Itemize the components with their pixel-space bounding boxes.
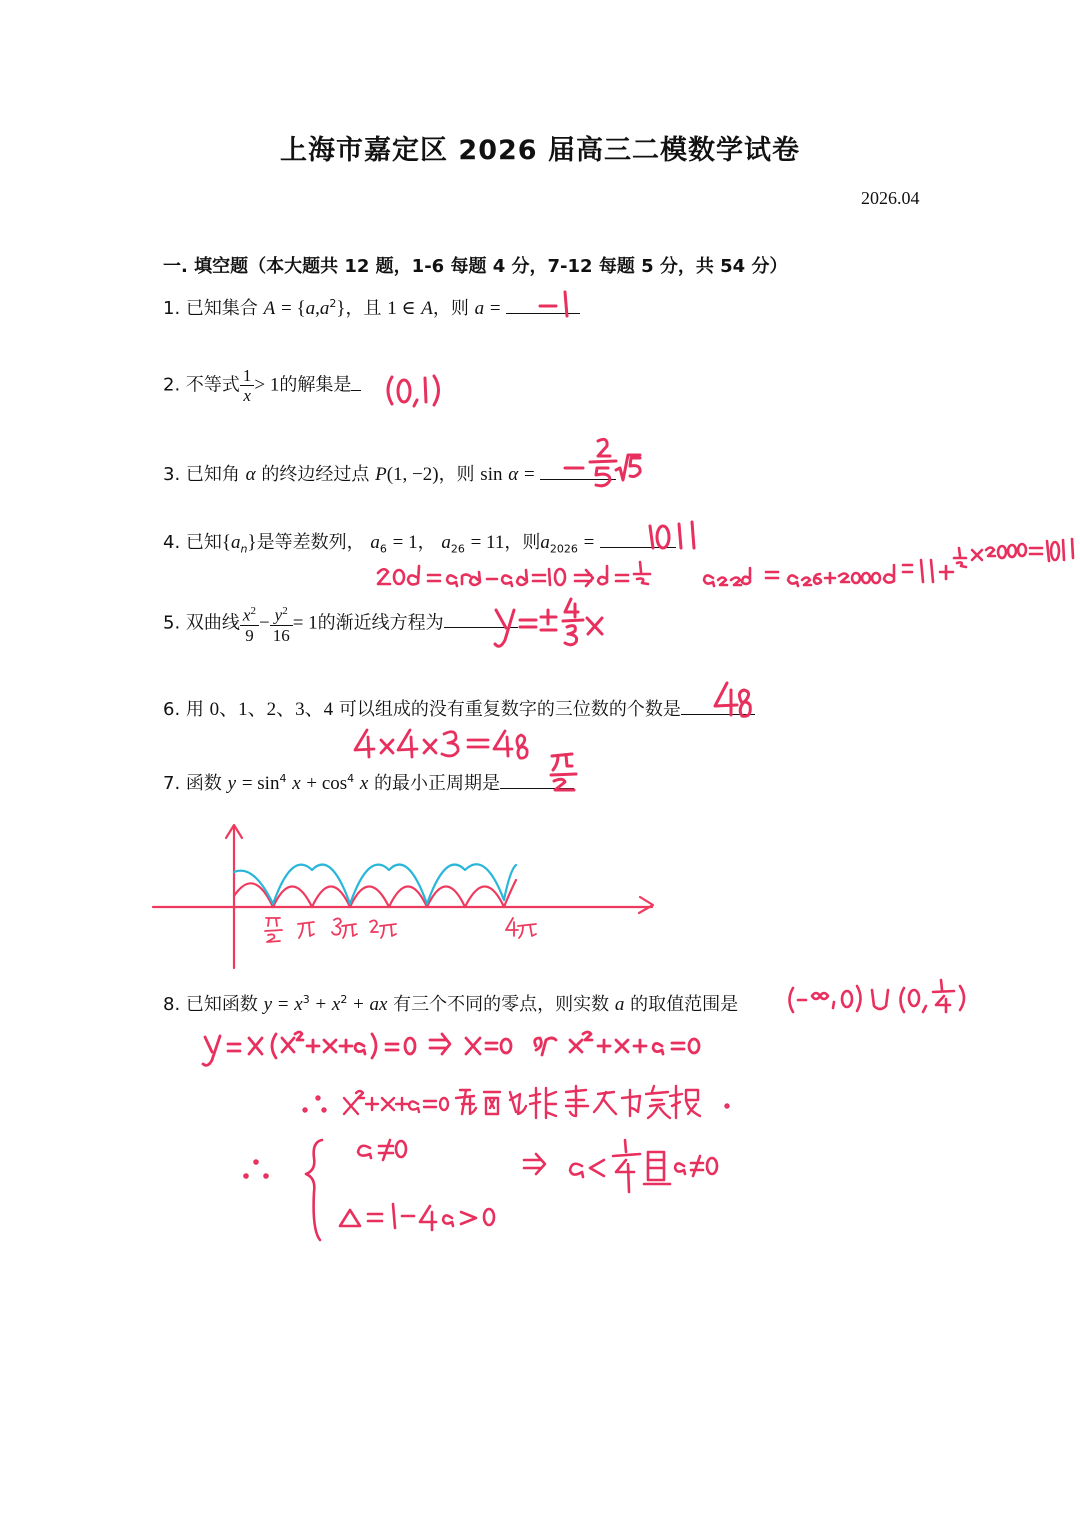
question-8: 8. 已知函数 $y = x^3 + x^2$ + ax 有三个不同的零点，则实数 a 的取值范围是	[163, 993, 739, 1015]
section-heading: 一. 填空题（本大题共 12 题，1-6 每题 4 分，7-12 每题 5 分，共 54 分）	[163, 256, 788, 277]
question-6: 6. 用 0、1、2、3、4 可以组成的没有重复数字的三位数的个数是	[163, 694, 755, 721]
handwritten-work-6	[355, 730, 527, 758]
handwritten-answer-8	[790, 980, 965, 1012]
handwritten-answer-1	[540, 292, 567, 316]
question-number: 2.	[163, 374, 181, 396]
question-number: 7.	[163, 773, 181, 794]
handwritten-work-8-system	[245, 1140, 718, 1240]
question-2: 2. 不等式 $\frac{1}{x}$ > 1的解集是	[163, 366, 361, 405]
handwritten-work-8-line2	[304, 1086, 729, 1118]
question-number: 6.	[163, 699, 181, 720]
question-number: 3.	[163, 464, 181, 485]
question-number: 4.	[163, 532, 181, 553]
question-7: 7. 函数 $y = \sin^4 x + \cos^4 x$ 的最小正周期是	[163, 769, 574, 795]
question-4: 4. 已知$\{a_n\}$是等差数列， $a_6 = 1$， $a_{26} = 11$，则$a_{2026}$ =	[163, 528, 676, 556]
blue-curve	[234, 864, 516, 904]
handwritten-work-8-line1	[203, 1032, 699, 1065]
graph-tick-labels	[265, 918, 536, 942]
handwritten-work-4-right	[704, 539, 1073, 586]
question-number: 5.	[163, 612, 181, 634]
question-number: 8.	[163, 994, 181, 1015]
handwritten-answer-6	[715, 683, 750, 716]
question-number: 1.	[163, 298, 181, 319]
question-5: 5. 双曲线 $\frac{x^2}{9}$ − $\frac{y^2}{16}$ = 1的渐近线方程为	[163, 602, 518, 645]
handwritten-answer-2	[388, 376, 439, 406]
handwritten-answer-4	[650, 522, 694, 548]
exam-title: 上海市嘉定区 2026 届高三二模数学试卷	[280, 135, 800, 166]
handwritten-answer-5	[495, 599, 602, 646]
handwritten-answer-7	[551, 754, 576, 790]
handwritten-work-4-left	[378, 562, 650, 586]
handwritten-answer-3	[565, 439, 640, 485]
exam-date: 2026.04	[861, 188, 920, 208]
question-3: 3. 已知角 α 的终边经过点 P(1, −2)，则 sin α =	[163, 460, 616, 486]
x-axis	[153, 897, 653, 913]
q7-sketch-graph	[153, 825, 653, 968]
question-1: 1. 已知集合 $A = \{a,a^2\}$，且 1 ∈ A，则 a =	[163, 294, 580, 320]
